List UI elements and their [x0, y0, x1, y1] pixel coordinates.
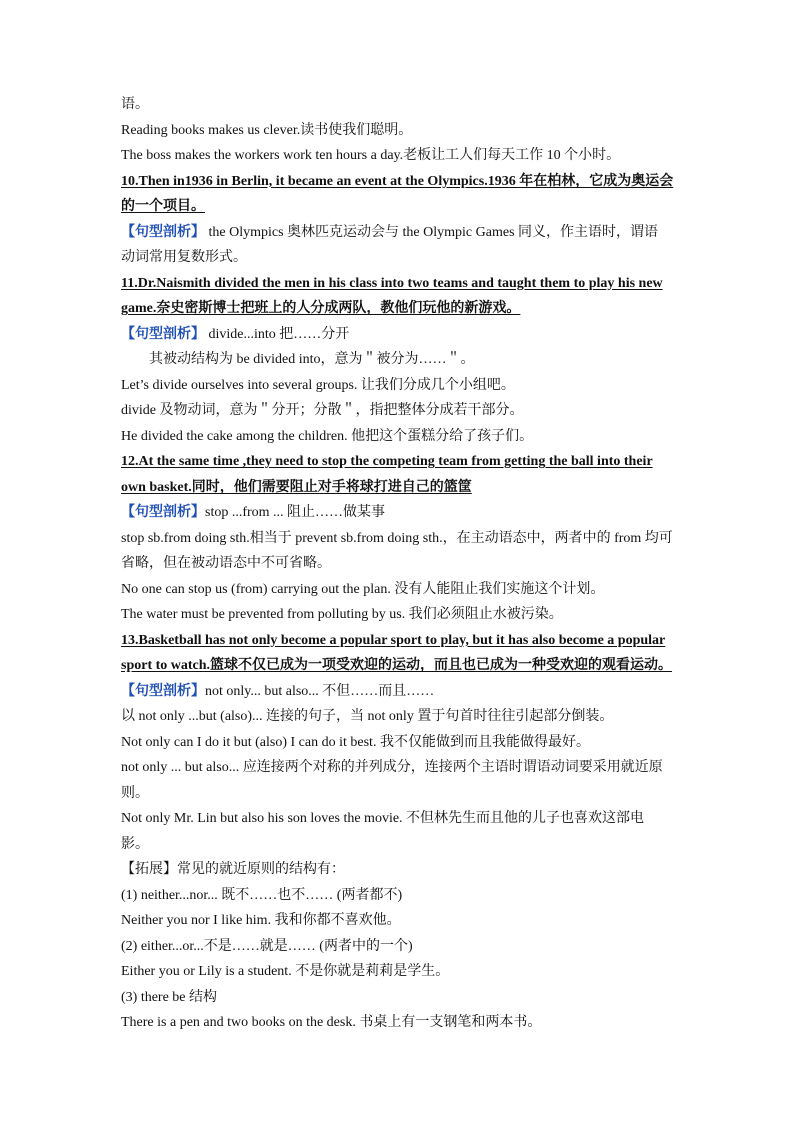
sentence-13-heading: 13.Basketball has not only become a popular sport to play, but it has also become a popular [121, 632, 666, 648]
text-line: divide 及物动词，意为＂分开；分散＂，指把整体分成若干部分。 [121, 403, 524, 418]
text-line: 则。 [121, 785, 149, 801]
sentence-10-heading-cont: 的一个项目。 [121, 199, 205, 214]
extension-item: (1) neither...nor... 既不……也不…… (两者都不) [121, 887, 403, 903]
analysis-label: 【句型剖析】 [121, 326, 205, 342]
extension-title: 【拓展】常见的就近原则的结构有： [121, 862, 345, 877]
extension-item: (2) either...or...不是……就是…… (两者中的一个) [121, 938, 413, 954]
example-sentence: Reading books makes us clever.读书使我们聪明。 [121, 122, 413, 138]
text-line: 语。 [121, 97, 149, 112]
analysis-text: the Olympics 奥林匹克运动会与 the Olympic Games 同义，作主语时，谓语 [205, 224, 659, 240]
sentence-10-heading: 10.Then in1936 in Berlin, it became an event at the Olympics.1936 年在柏林，它成为奥运会 [121, 173, 674, 189]
example-sentence: There is a pen and two books on the desk. 书桌上有一支钢笔和两本书。 [121, 1015, 542, 1030]
text-line: not only ... but also... 应连接两个对称的并列成分，连接两个主语时谓语动词要采用就近原 [121, 760, 663, 775]
analysis-line [121, 500, 685, 526]
analysis-line [121, 322, 685, 348]
analysis-line [121, 220, 685, 246]
analysis-text: divide...into 把……分开 [205, 326, 350, 342]
analysis-text: stop ...from ... 阻止……做某事 [205, 505, 386, 520]
example-sentence: No one can stop us (from) carrying out the plan. 没有人能阻止我们实施这个计划。 [121, 581, 605, 597]
text-line: 其被动结构为 be divided into，意为＂被分为……＂。 [149, 352, 475, 367]
analysis-text: not only... but also... 不但……而且…… [205, 683, 435, 699]
sentence-12-heading-cont: own basket.同时，他们需要阻止对手将球打进自己的篮筐 [121, 479, 472, 495]
analysis-label: 【句型剖析】 [121, 683, 205, 699]
analysis-line [121, 679, 685, 705]
example-sentence: The water must be prevented from polluting by us. 我们必须阻止水被污染。 [121, 607, 563, 622]
analysis-label: 【句型剖析】 [121, 224, 205, 240]
text-line: stop sb.from doing sth.相当于 prevent sb.from doing sth.，在主动语态中，两者中的 from 均可 [121, 530, 673, 546]
analysis-label: 【句型剖析】 [121, 505, 205, 520]
example-sentence: Not only Mr. Lin but also his son loves the movie. 不但林先生而且他的儿子也喜欢这部电 [121, 811, 645, 826]
text-line: 动词常用复数形式。 [121, 250, 247, 265]
example-sentence: He divided the cake among the children. 他把这个蛋糕分给了孩子们。 [121, 428, 534, 444]
example-sentence: Not only can I do it but (also) I can do it best. 我不仅能做到而且我能做得最好。 [121, 734, 590, 750]
example-sentence: Either you or Lily is a student. 不是你就是莉莉是学生。 [121, 964, 450, 979]
sentence-13-heading-cont: sport to watch.篮球不仅已成为一项受欢迎的运动，而且也已成为一种受欢迎的观看运动。 [121, 658, 673, 673]
sentence-11-heading-cont: game.奈史密斯博士把班上的人分成两队，教他们玩他的新游戏。 [121, 301, 521, 316]
example-sentence: Neither you nor I like him. 我和你都不喜欢他。 [121, 913, 401, 928]
extension-item: (3) there be 结构 [121, 989, 218, 1005]
sentence-11-heading: 11.Dr.Naismith divided the men in his class into two teams and taught them to play his new [121, 275, 663, 291]
document-page [121, 92, 685, 1036]
text-line: 以 not only ...but (also)... 连接的句子，当 not only 置于句首时往往引起部分倒装。 [121, 709, 614, 724]
sentence-12-heading: 12.At the same time ,they need to stop the competing team from getting the ball into their [121, 454, 653, 469]
text-line: 影。 [121, 836, 149, 852]
example-sentence: Let’s divide ourselves into several groups. 让我们分成几个小组吧。 [121, 377, 515, 393]
text-line: 省略，但在被动语态中不可省略。 [121, 556, 331, 571]
example-sentence: The boss makes the workers work ten hours a day.老板让工人们每天工作 10 个小时。 [121, 148, 621, 163]
